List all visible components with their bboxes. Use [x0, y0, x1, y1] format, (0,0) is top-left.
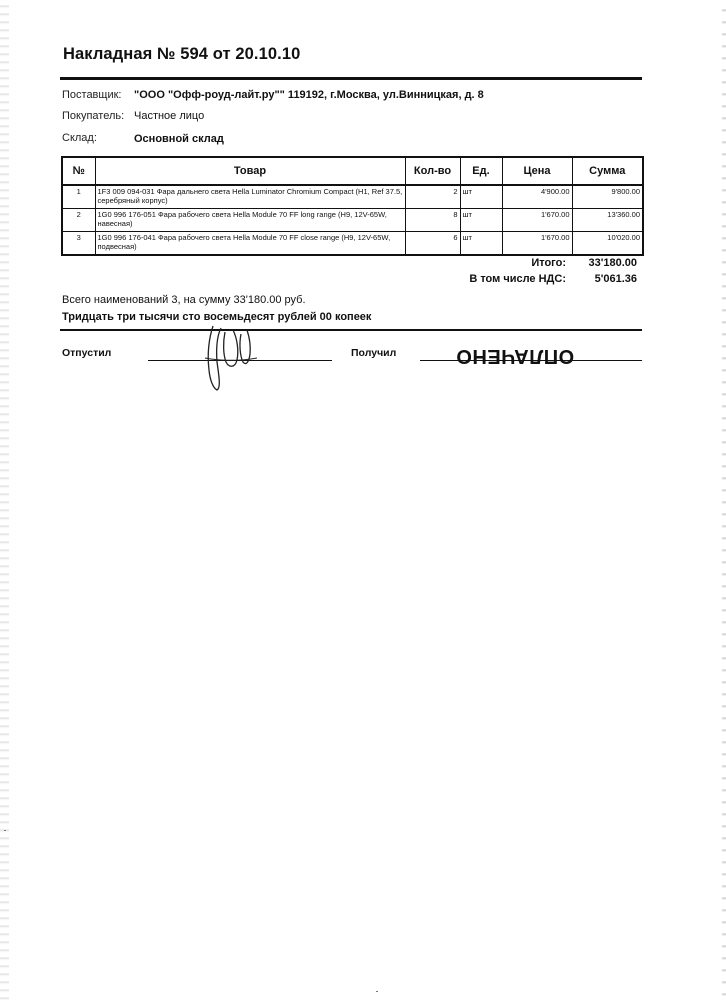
- table-row: [62, 185, 643, 209]
- cell-qty: 8: [405, 209, 460, 232]
- total-label: Итого:: [531, 257, 566, 269]
- cell-item: 1G0 996 176-051 Фара рабочего света Hella Module 70 FF long range (H9, 12V-65W, навесная): [95, 209, 405, 232]
- scan-speck: [376, 991, 378, 992]
- cell-number: 2: [62, 209, 95, 232]
- col-header-price: Цена: [502, 157, 572, 185]
- col-header-unit: Ед.: [460, 157, 502, 185]
- cell-price: 1'670.00: [502, 232, 572, 256]
- items-table: [61, 156, 644, 256]
- cell-price: 1'670.00: [502, 209, 572, 232]
- buyer-label: Покупатель:: [62, 110, 125, 122]
- warehouse-label: Склад:: [62, 132, 97, 144]
- cell-unit: шт: [460, 209, 502, 232]
- handwritten-signature: [195, 318, 265, 392]
- received-label: Получил: [351, 347, 397, 359]
- cell-item: 1F3 009 094-031 Фара дальнего света Hella Luminator Chromium Compact (H1, Ref 37.5, серебряный корпус): [95, 185, 405, 209]
- scan-edge-left: [0, 0, 9, 1000]
- col-header-number: №: [62, 157, 95, 185]
- cell-sum: 9'800.00: [572, 185, 643, 209]
- cell-item: 1G0 996 176-041 Фара рабочего света Hella Module 70 FF close range (H9, 12V-65W, подвесная): [95, 232, 405, 256]
- released-label: Отпустил: [62, 347, 112, 359]
- col-header-item: Товар: [95, 157, 405, 185]
- cell-qty: 2: [405, 185, 460, 209]
- cell-unit: шт: [460, 232, 502, 256]
- cell-unit: шт: [460, 185, 502, 209]
- table-row: [62, 209, 643, 232]
- document-title: Накладная № 594 от 20.10.10: [63, 45, 301, 63]
- scan-speck: [4, 830, 6, 831]
- warehouse-value: Основной склад: [134, 133, 224, 145]
- cell-sum: 10'020.00: [572, 232, 643, 256]
- vat-label: В том числе НДС:: [469, 273, 566, 285]
- cell-number: 1: [62, 185, 95, 209]
- buyer-value: Частное лицо: [134, 110, 205, 122]
- paid-stamp: ОПЛАЧЕНО: [455, 345, 575, 367]
- cell-sum: 13'360.00: [572, 209, 643, 232]
- scan-edge-right: [722, 0, 726, 1000]
- table-row: [62, 232, 643, 256]
- summary-amount-words: Тридцать три тысячи сто восемьдесят рублей 00 копеек: [62, 311, 372, 323]
- table-header-row: [62, 157, 643, 185]
- summary-divider: [60, 329, 642, 331]
- col-header-qty: Кол-во: [405, 157, 460, 185]
- cell-number: 3: [62, 232, 95, 256]
- cell-qty: 6: [405, 232, 460, 256]
- supplier-label: Поставщик:: [62, 89, 122, 101]
- supplier-value: "ООО "Офф-роуд-лайт.ру"" 119192, г.Москва, ул.Винницкая, д. 8: [134, 89, 484, 101]
- summary-count-line: Всего наименований 3, на сумму 33'180.00 руб.: [62, 294, 306, 306]
- cell-price: 4'900.00: [502, 185, 572, 209]
- col-header-sum: Сумма: [572, 157, 643, 185]
- total-value: 33'180.00: [588, 257, 637, 269]
- title-divider: [60, 77, 642, 80]
- vat-value: 5'061.36: [594, 273, 637, 285]
